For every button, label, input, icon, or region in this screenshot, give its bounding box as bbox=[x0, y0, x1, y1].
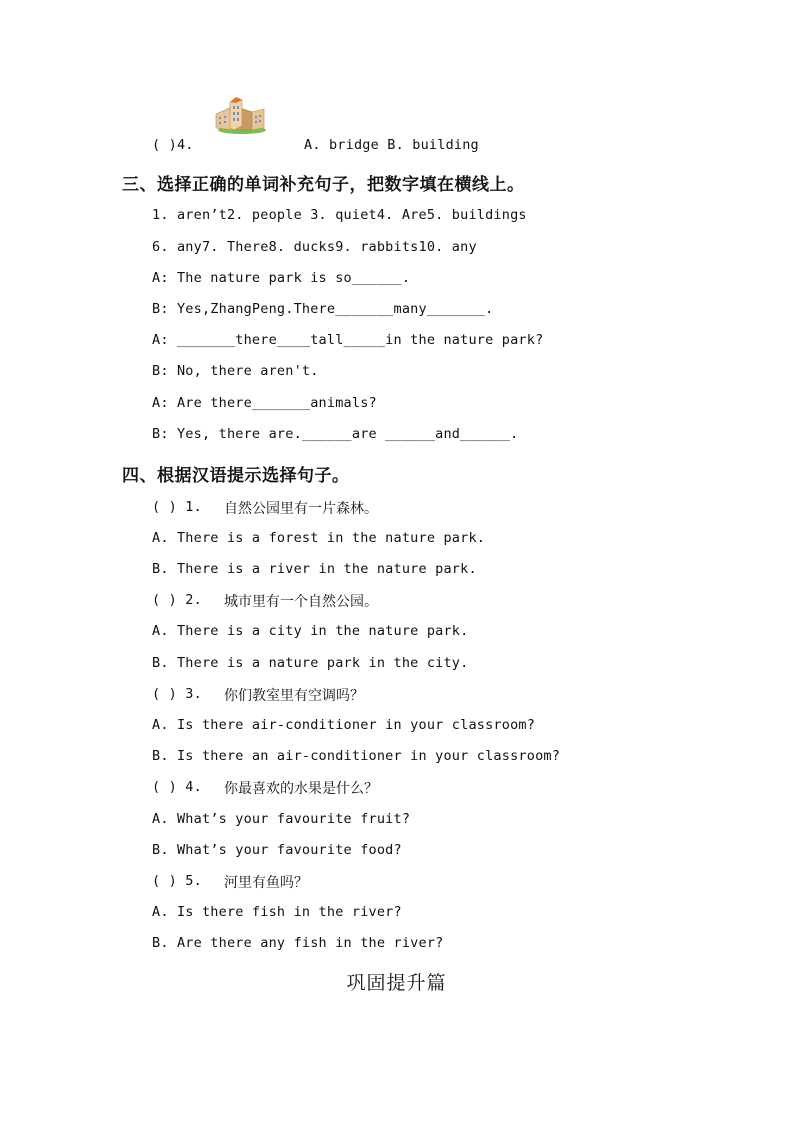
dialogue-line: B: Yes,ZhangPeng.There_______many_______. bbox=[152, 301, 494, 317]
option-a: A. What’s your favourite fruit? bbox=[152, 811, 411, 827]
building-picture-icon bbox=[212, 96, 268, 136]
question-prompt: 你们教室里有空调吗？ bbox=[224, 688, 364, 704]
dialogue-line: B: No, there aren't. bbox=[152, 363, 319, 379]
question-options: A. bridge B. building bbox=[304, 137, 479, 153]
option-b: B. There is a river in the nature park. bbox=[152, 561, 477, 577]
question-number: ( )4. bbox=[152, 137, 194, 153]
dialogue-line: A: _______there____tall_____in the nature park? bbox=[152, 332, 544, 348]
question-number: ( ) 3. bbox=[152, 686, 202, 702]
option-a: A. Is there fish in the river? bbox=[152, 904, 402, 920]
option-a: A. Is there air-conditioner in your classroom? bbox=[152, 717, 536, 733]
dialogue-line: A: The nature park is so______. bbox=[152, 270, 411, 286]
question-number: ( ) 1. bbox=[152, 499, 202, 515]
section-title: 巩固提升篇 bbox=[346, 972, 447, 994]
question-prompt: 自然公园里有一片森林。 bbox=[224, 501, 378, 517]
question-prompt: 城市里有一个自然公园。 bbox=[224, 594, 378, 610]
question-number: ( ) 5. bbox=[152, 873, 202, 889]
option-b: B. There is a nature park in the city. bbox=[152, 655, 469, 671]
word-bank-line: 1. aren’t2. people 3. quiet4. Are5. buildings bbox=[152, 207, 527, 223]
question-number: ( ) 4. bbox=[152, 779, 202, 795]
section-heading: 四、根据汉语提示选择句子。 bbox=[122, 466, 350, 486]
word-bank-line: 6. any7. There8. ducks9. rabbits10. any bbox=[152, 239, 477, 255]
question-number: ( ) 2. bbox=[152, 592, 202, 608]
option-b: B. Are there any fish in the river? bbox=[152, 935, 444, 951]
option-b: B. Is there an air-conditioner in your classroom? bbox=[152, 748, 561, 764]
dialogue-line: A: Are there_______animals? bbox=[152, 395, 377, 411]
option-b: B. What’s your favourite food? bbox=[152, 842, 402, 858]
question-prompt: 河里有鱼吗？ bbox=[224, 875, 308, 891]
dialogue-line: B: Yes, there are.______are ______and______. bbox=[152, 426, 519, 442]
section-heading: 三、选择正确的单词补充句子，把数字填在横线上。 bbox=[122, 175, 525, 195]
question-prompt: 你最喜欢的水果是什么？ bbox=[224, 781, 378, 797]
option-a: A. There is a city in the nature park. bbox=[152, 623, 469, 639]
option-a: A. There is a forest in the nature park. bbox=[152, 530, 486, 546]
